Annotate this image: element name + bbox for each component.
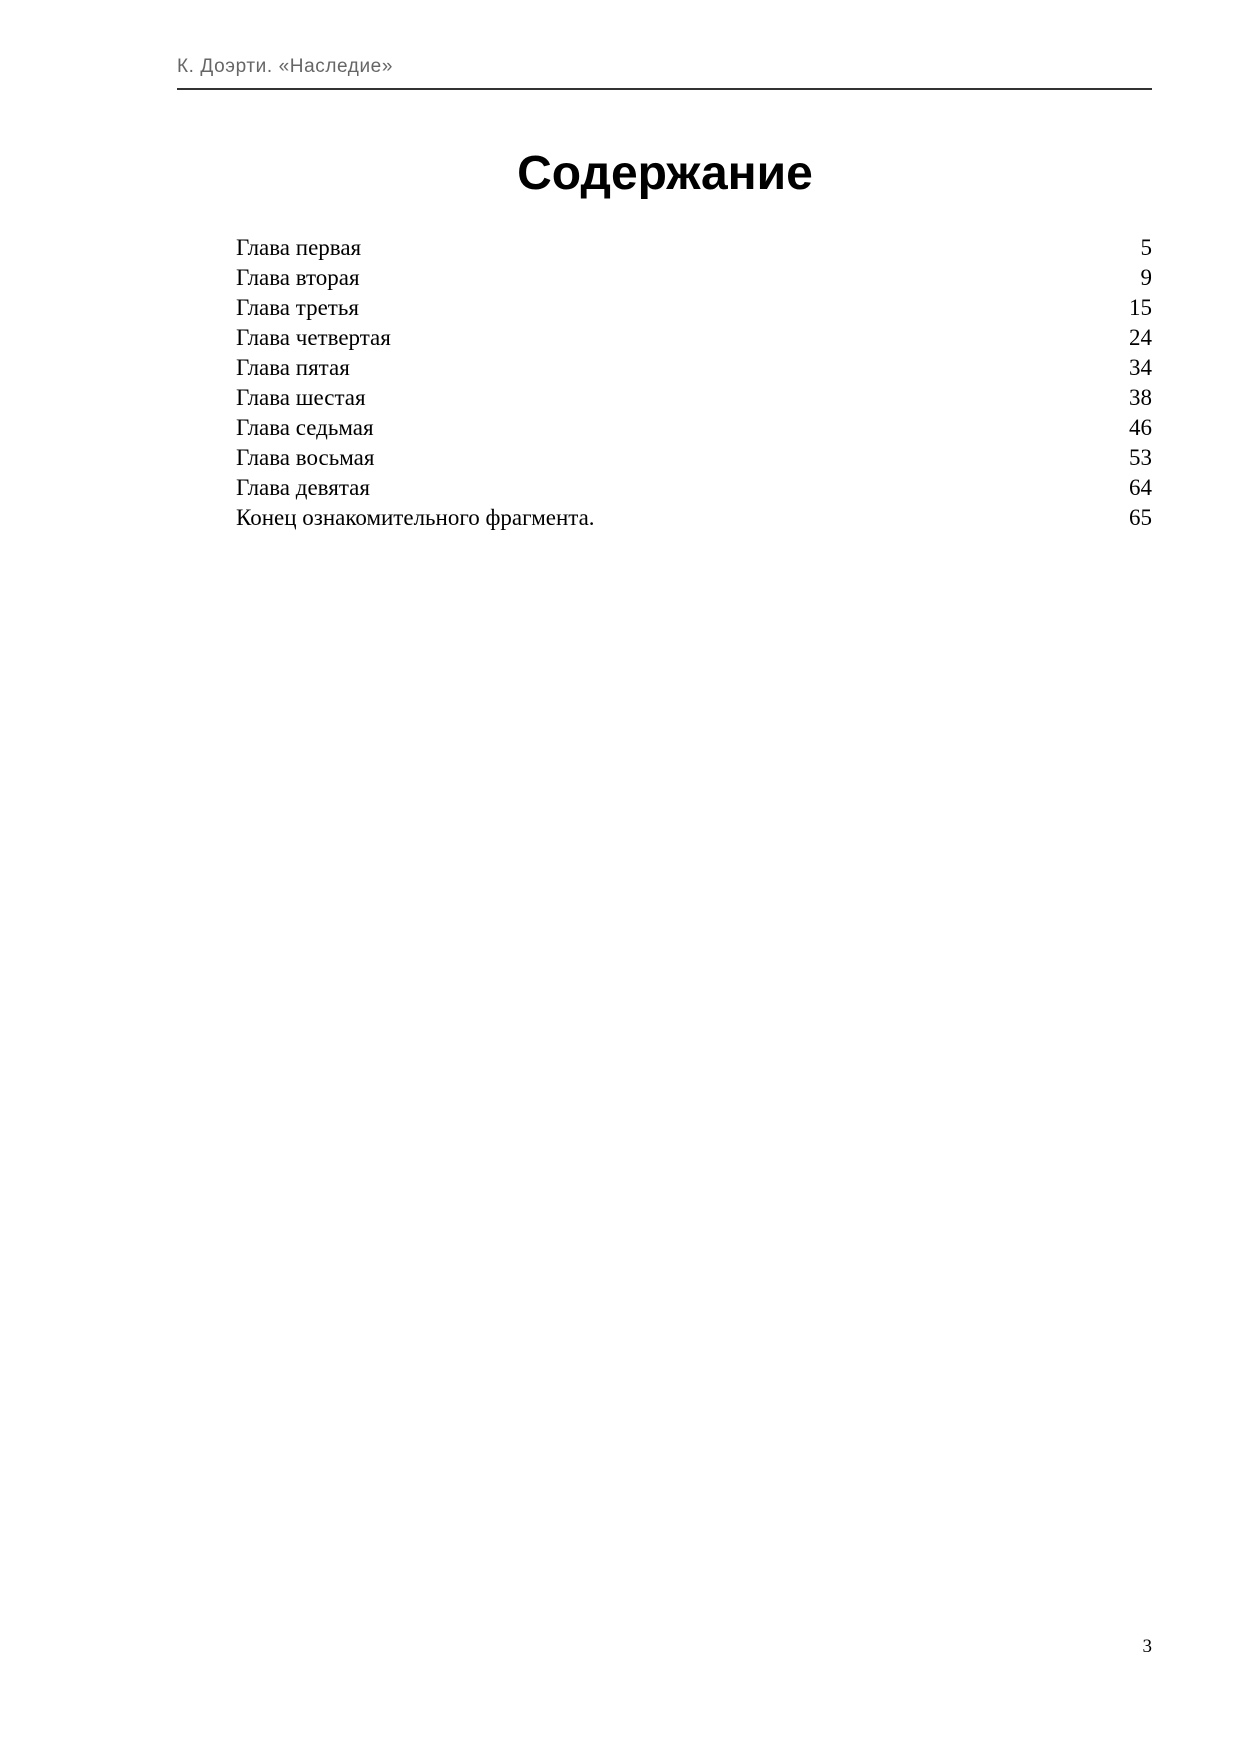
- toc-entry-chapter-2[interactable]: [236, 263, 1152, 293]
- toc-entry-page: 15: [1129, 295, 1152, 320]
- toc-entry-label: Глава четвертая: [236, 325, 391, 350]
- toc-entry-label: Глава третья: [236, 295, 359, 320]
- table-of-contents: [236, 233, 1152, 533]
- toc-entry-chapter-4[interactable]: [236, 323, 1152, 353]
- running-header: К. Доэрти. «Наследие»: [177, 56, 394, 77]
- toc-entry-label: Глава вторая: [236, 265, 360, 290]
- toc-entry-page: 64: [1129, 475, 1152, 500]
- page-title: Содержание: [517, 147, 813, 200]
- toc-entry-label: Конец ознакомительного фрагмента.: [236, 505, 595, 530]
- toc-entry-chapter-6[interactable]: [236, 383, 1152, 413]
- toc-entry-label: Глава девятая: [236, 475, 370, 500]
- toc-entry-page: 53: [1129, 445, 1152, 470]
- toc-entry-chapter-5[interactable]: [236, 353, 1152, 383]
- toc-entry-page: 38: [1129, 385, 1152, 410]
- toc-entry-chapter-7[interactable]: [236, 413, 1152, 443]
- header-divider: [177, 88, 1152, 90]
- toc-entry-page: 5: [1140, 235, 1152, 260]
- toc-entry-page: 34: [1129, 355, 1152, 380]
- toc-entry-label: Глава пятая: [236, 355, 350, 380]
- toc-entry-chapter-8[interactable]: [236, 443, 1152, 473]
- page-number: 3: [1142, 1636, 1152, 1657]
- toc-entry-label: Глава первая: [236, 235, 362, 260]
- toc-entry-label: Глава седьмая: [236, 415, 374, 440]
- toc-entry-page: 65: [1129, 505, 1152, 530]
- toc-entry-page: 24: [1129, 325, 1152, 350]
- toc-entry-label: Глава шестая: [236, 385, 366, 410]
- toc-entry-chapter-3[interactable]: [236, 293, 1152, 323]
- toc-entry-page: 9: [1140, 265, 1152, 290]
- toc-entry-chapter-9[interactable]: [236, 473, 1152, 503]
- toc-entry-chapter-1[interactable]: [236, 233, 1152, 263]
- toc-entry-fragment-end[interactable]: [236, 503, 1152, 533]
- toc-entry-page: 46: [1129, 415, 1152, 440]
- toc-entry-label: Глава восьмая: [236, 445, 375, 470]
